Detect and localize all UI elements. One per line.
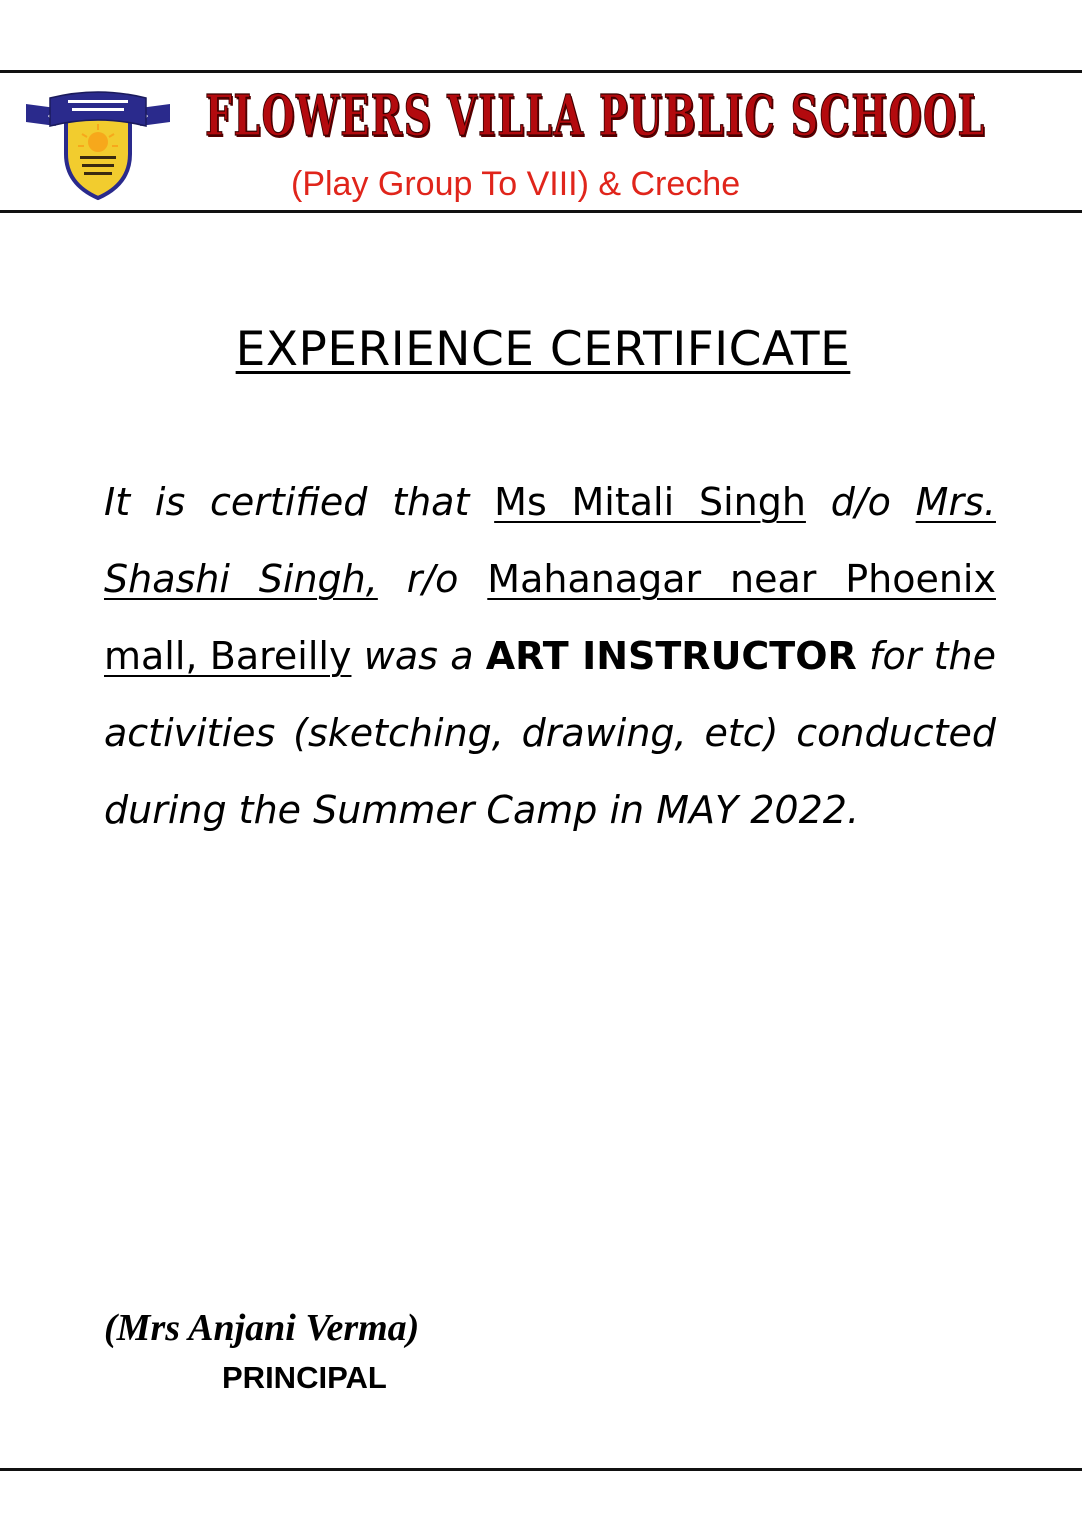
bottom-divider (0, 1468, 1082, 1471)
certificate-body (104, 464, 996, 849)
header-divider (0, 210, 1082, 213)
body-relation: d/o (830, 480, 891, 524)
employee-name: Ms Mitali Singh (494, 480, 806, 524)
body-intro: It is certified that (104, 480, 470, 524)
certificate-title (0, 322, 1086, 378)
body-residence-label: r/o (406, 557, 459, 601)
school-subtitle: (Play Group To VIII) & Creche (291, 165, 741, 203)
principal-designation: PRINCIPAL (222, 1360, 387, 1395)
employee-address: Mahanagar near Phoenix mall, Bareilly (104, 557, 996, 678)
school-name: FLOWERS VILLA PUBLIC SCHOOL (205, 83, 986, 149)
school-crest-logo (22, 84, 174, 202)
body-was-a: was a (363, 634, 474, 678)
employee-role: ART INSTRUCTOR (485, 634, 857, 678)
certificate-title-text: EXPERIENCE CERTIFICATE (235, 322, 851, 377)
parent-name: Mrs. Shashi Singh, (104, 480, 996, 601)
body-rest: for the activities (sketching, drawing, etc) conducted during the Summer Camp in MAY 2022. (104, 634, 996, 832)
school-crest-icon (22, 84, 174, 202)
principal-name: (Mrs Anjani Verma) (104, 1307, 420, 1349)
top-divider (0, 70, 1082, 73)
